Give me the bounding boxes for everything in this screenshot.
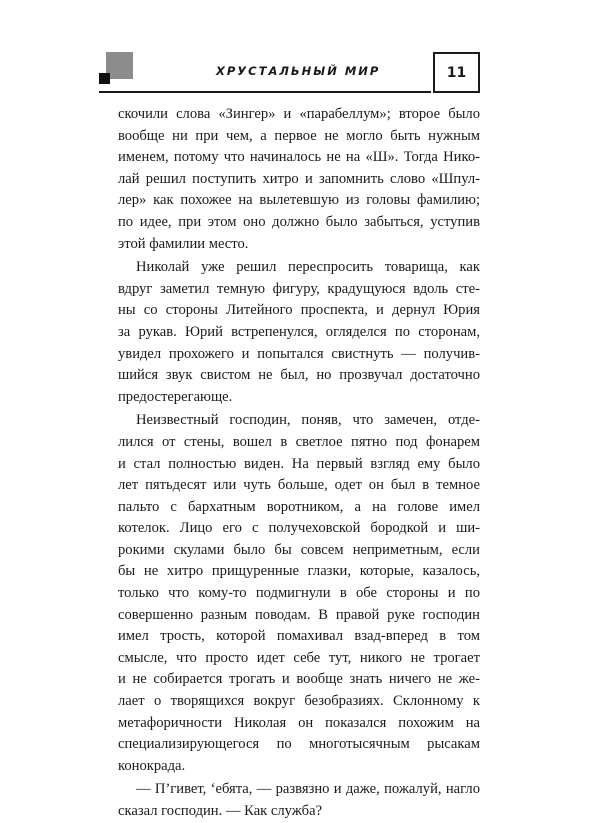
text-line: имел трость, которой помахивал взад-вперед в том (118, 628, 480, 645)
text-line: пальто с бархатным воротником, а на голове имел (118, 498, 480, 515)
text-line: только что кому-то подмигнули в обе стороны и по (118, 585, 480, 602)
text-line: совершенно разным поводам. В правой руке господин (118, 606, 480, 623)
header-rule (99, 91, 431, 93)
text-line: по идее, при этом оно должно было забыться, уступив (118, 213, 480, 230)
text-line: и стал полностью виден. На первый взгляд ему было (118, 455, 480, 472)
text-line: этой фамилии место. (118, 235, 249, 252)
text-line: Неизвестный господин, поняв, что замечен, отде- (136, 412, 480, 429)
text-line: скочили слова «Зингер» и «парабеллум»; второе было (118, 106, 480, 122)
text-line: конокрада. (118, 757, 186, 774)
text-line: именем, потому что начиналось не на «Ш». Тогда Нико- (118, 149, 480, 166)
text-line: сказал господин. — Как служба? (118, 803, 323, 819)
text-line: специализирующегося по многотысячным рысакам (118, 736, 480, 753)
text-line: лай решил поступить хитро и запомнить слово «Шпул- (118, 170, 480, 187)
text-line: предостерегающе. (118, 388, 233, 405)
decorative-gray-square (106, 52, 133, 79)
text-line: и не собирается трогать и вообще знать ничего не же- (118, 671, 480, 688)
text-line: метафоричности Николая он показался похожим на (118, 714, 480, 731)
running-title: ХРУСТАЛЬНЫЙ МИР (216, 64, 381, 78)
text-line: рокими скулами было бы совсем неприметным, если (118, 541, 480, 558)
text-line: вдруг заметил темную фигуру, крадущуюся вдоль сте- (118, 280, 480, 297)
text-line: за рукав. Юрий встрепенулся, огляделся по сторонам, (118, 323, 480, 340)
decorative-black-square (99, 73, 110, 84)
text-line: вообще ни при чем, а первое не могло быть нужным (118, 127, 480, 144)
text-line: котелок. Лицо его с получеховской бородкой и ши- (118, 520, 480, 537)
text-line: увидел прохожего и попытался свистнуть — получив- (118, 345, 480, 362)
page-number: 11 (433, 52, 480, 93)
text-line: лился от стены, вошел в светлое пятно под фонарем (118, 433, 480, 450)
text-line: лет пятьдесят или чуть больше, одет он был в темное (118, 477, 480, 494)
text-line: ны со стороны Литейного проспекта, и дернул Юрия (118, 302, 480, 319)
body-text (118, 104, 480, 823)
text-line: Николай уже решил переспросить товарища, как (136, 259, 480, 276)
text-line: лер» как похожее на вылетевшую из головы фамилию; (118, 192, 480, 209)
text-line: — П’гивет, ‘ебята, — развязно и даже, пожалуй, нагло (136, 781, 480, 798)
text-line: бы не хитро прищуренные глазки, которые, казалось, (118, 563, 480, 580)
text-line: смысле, что просто идет себе тут, никого не трогает (118, 649, 480, 666)
text-line: лает о творящихся вокруг безобразиях. Склонному к (118, 693, 480, 710)
text-line: шийся звук свистом не был, но прозвучал достаточно (118, 367, 480, 384)
